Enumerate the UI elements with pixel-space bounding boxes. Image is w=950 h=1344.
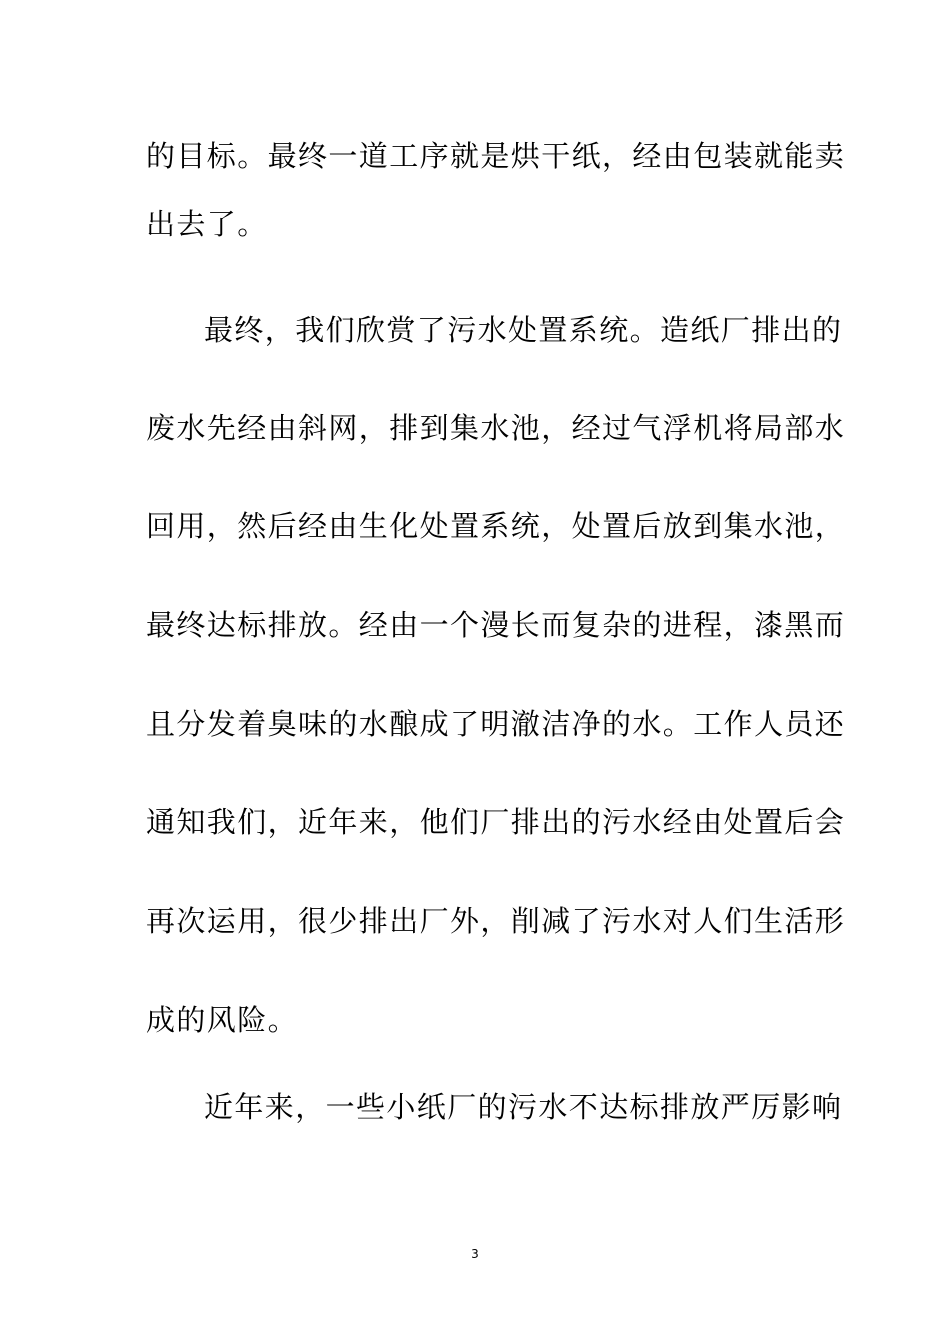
text-line: 废水先经由斜网，排到集水池，经过气浮机将局部水 (146, 411, 846, 445)
text-line: 且分发着臭味的水酿成了明澈洁净的水。工作人员还 (146, 707, 846, 741)
text-line: 回用，然后经由生化处置系统，处置后放到集水池， (146, 509, 846, 543)
text-line: 的目标。最终一道工序就是烘干纸，经由包装就能卖 (146, 139, 846, 173)
text-line: 成的风险。 (146, 1003, 299, 1037)
paragraph-first-line: 最终，我们欣赏了污水处置系统。造纸厂排出的 (204, 313, 843, 347)
paragraph-first-line: 近年来，一些小纸厂的污水不达标排放严厉影响 (204, 1090, 843, 1124)
text-line: 最终达标排放。经由一个漫长而复杂的进程，漆黑而 (146, 608, 846, 642)
text-line: 再次运用，很少排出厂外，削减了污水对人们生活形 (146, 904, 846, 938)
text-line: 通知我们，近年来，他们厂排出的污水经由处置后会 (146, 805, 846, 839)
page-number: 3 (471, 1247, 479, 1261)
text-line: 出去了。 (146, 207, 268, 241)
